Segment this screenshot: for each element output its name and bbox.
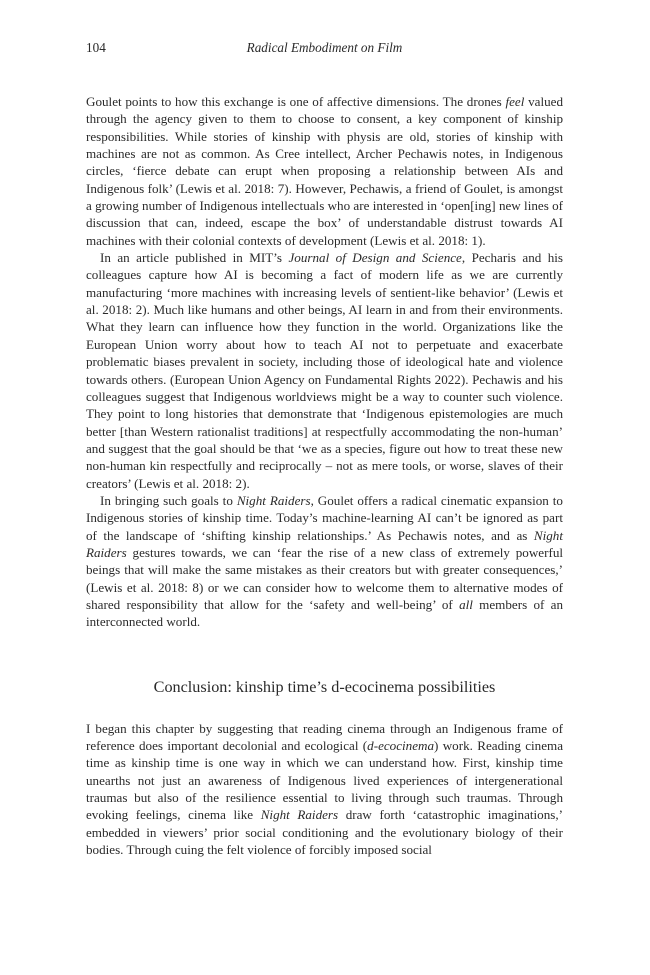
paragraph: [86, 249, 563, 492]
section-body-text: [86, 720, 563, 859]
text-run: I began this chapter by suggesting that reading cinema through an Indigenous frame of reference does important decolonial and ecological (: [86, 720, 563, 753]
text-run: gestures towards, we can ‘fear the rise of a new class of extremely powerful beings that will make the same mistakes as their creators but with greater consequences,’ (Lewis et al. 2018: 8) or we can consider how to welcome them to alternative modes of shared responsibility that allow for the ‘safety and well-being’ of: [86, 544, 563, 612]
book-page: [86, 38, 563, 858]
italic-text: Journal of Design and Science: [288, 250, 462, 266]
italic-text: all: [459, 596, 473, 612]
text-run: Goulet points to how this exchange is one of affective dimensions. The drones: [86, 94, 506, 109]
italic-text: Night Raiders: [86, 527, 563, 560]
italic-text: Night Raiders: [260, 807, 339, 823]
text-run: valued through the agency given to them to choose to consent, a key component of kinship responsibilities. While stories of kinship with physis are old, stories of kinship with machines are not as common. As Cree intellect, Archer Pechawis notes, in Indigenous circles, ‘fierce debate can erupt when proposing a relationship between AIs and Indigenous folk’ (Lewis et al. 2018: 7). However, Pechawis, a friend of Goulet, is amongst a growing number of Indigenous intellectuals who are interested in ‘open[ing] new lines of discussion that can, indeed, escape the box’ of understandable distrust towards AI machines with their colonial contexts of development (Lewis et al. 2018: 1).: [86, 94, 563, 248]
italic-text: feel: [505, 94, 525, 109]
text-run: In an article published in MIT’s: [100, 250, 289, 266]
paragraph: [86, 93, 563, 249]
text-run: draw forth ‘catastrophic imaginations,’ embedded in viewers’ prior social conditioning and the evolutionary biology of their bodies. Through cuing the felt violence of forcibly imposed social: [86, 807, 563, 858]
running-head: [86, 38, 563, 60]
page-number: 104: [86, 40, 106, 55]
text-run: members of an interconnected world.: [86, 596, 563, 630]
text-run: , Goulet offers a radical cinematic expansion to Indigenous stories of kinship time. Today’s machine-learning AI can’t be ignored as part of the landscape of ‘shifting kinship relationships.’ As Pechawis notes, and as: [86, 492, 563, 543]
body-text: [86, 93, 563, 631]
text-run: , Pecharis and his colleagues capture how AI is becoming a fact of modern life as we are currently manufacturing ‘more machines with increasing levels of sentient-like behavior’ (Lewis et al. 2018: 2). Much like humans and other beings, AI learn in and from their environments. What they learn can influence how they function in the world. Organizations like the European Union worry about how to teach AI not to perpetuate and exacerbate problematic biases prevalent in society, including those of ideological hate and violence towards others. (European Union Agency on Fundamental Rights 2022). Pechawis and his colleagues suggest that Indigenous worldviews might be a way to counter such violence. They point to long histories that demonstrate that ‘Indigenous epistemologies are much better [than Western rationalist traditions] at respectfully accommodating the non-human’ and suggest that the goal should be that ‘we as a species, figure out how to treat these new non-human kin respectfully and reciprocally – not as mere tools, or worse, slaves of their creators’ (Lewis et al. 2018: 2).: [86, 250, 564, 491]
text-run: In bringing such goals to: [100, 492, 237, 508]
paragraph: [86, 492, 563, 631]
italic-text: d-ecocinema: [367, 738, 435, 753]
paragraph: [86, 720, 563, 859]
italic-text: Night Raiders: [236, 492, 311, 508]
text-run: ) work. Reading cinema time as kinship time is one way in which we can understand how. First, kinship time unearths not just an awareness of Indigenous lived experiences of intergenerational traumas but also of the resilience essential to living through such traumas. Through evoking feelings, cinema like: [86, 738, 564, 823]
running-title: Radical Embodiment on Film: [246, 40, 403, 55]
section-heading: Conclusion: kinship time’s d-ecocinema possibilities: [153, 677, 496, 696]
